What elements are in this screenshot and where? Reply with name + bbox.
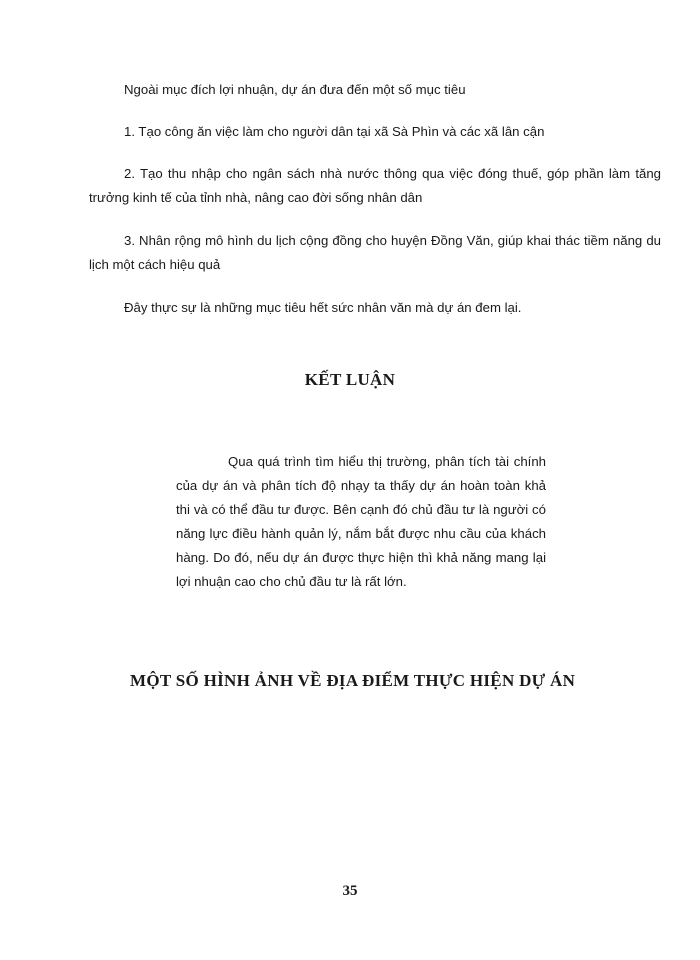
images-section-heading: MỘT SỐ HÌNH ẢNH VỀ ĐỊA ĐIỂM THỰC HIỆN DỰ ÁN — [130, 671, 576, 690]
conclusion-body: Qua quá trình tìm hiểu thị trường, phân tích tài chính của dự án và phân tích độ nhạy ta thấy dự án hoàn toàn khả thi và có thể đầu tư được. Bên cạnh đó chủ đầu tư là người có năng lực điều hành quản lý, nắm bắt được nhu cầu của khách hàng. Do đó, nếu dự án được thực hiện thì khả năng mang lại lợi nhuận cao cho chủ đầu tư là rất lớn. — [176, 454, 546, 589]
goal-item-2: 2. Tạo thu nhập cho ngân sách nhà nước thông qua việc đóng thuế, góp phần làm tăng trưởng kinh tế của tỉnh nhà, nâng cao đời sống nhân dân — [89, 166, 661, 205]
page-number: 35 — [342, 883, 358, 899]
goal-item-1: 1. Tạo công ăn việc làm cho người dân tại xã Sà Phìn và các xã lân cận — [124, 124, 545, 139]
goal-item-3: 3. Nhân rộng mô hình du lịch cộng đồng cho huyện Đồng Văn, giúp khai thác tiềm năng du lịch một cách hiệu quả — [89, 233, 661, 272]
conclusion-heading: KẾT LUẬN — [304, 370, 396, 389]
closing-paragraph: Đây thực sự là những mục tiêu hết sức nhân văn mà dự án đem lại. — [124, 300, 522, 315]
intro-paragraph: Ngoài mục đích lợi nhuận, dự án đưa đến một số mục tiêu — [124, 82, 466, 97]
